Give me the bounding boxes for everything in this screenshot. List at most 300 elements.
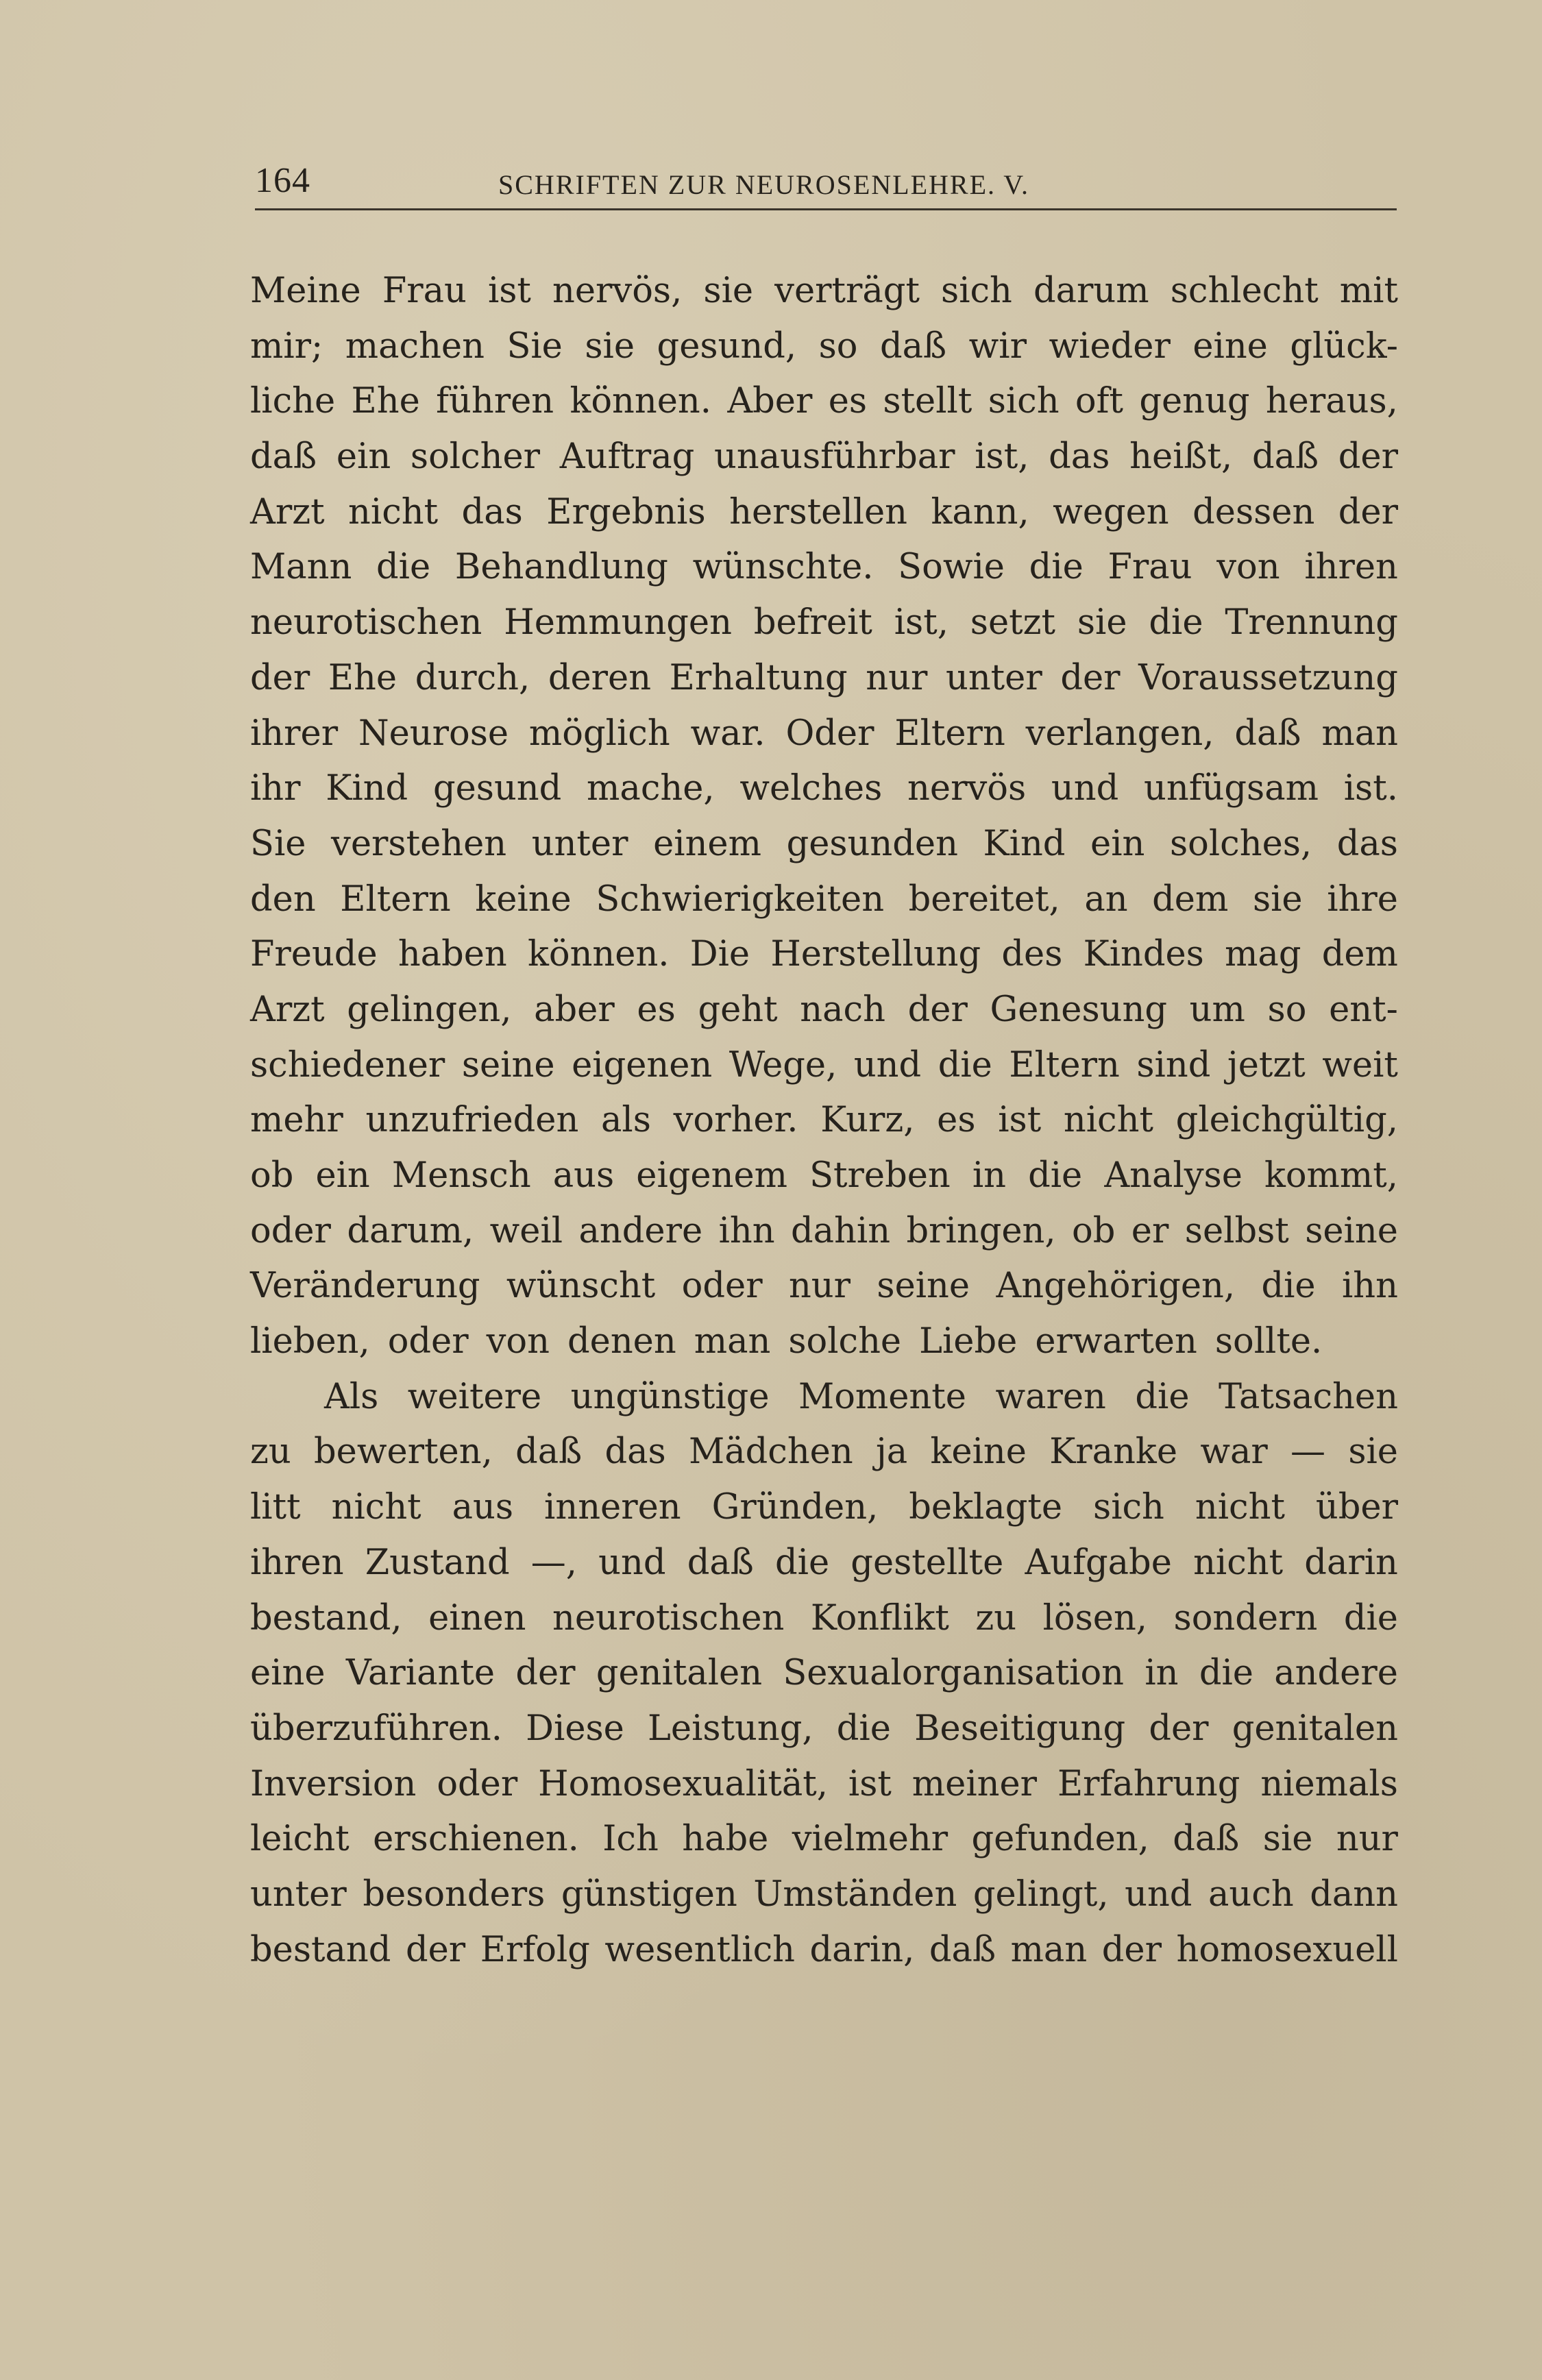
word: führen: [436, 381, 554, 422]
word: gelingen,: [347, 989, 512, 1030]
word: haben: [397, 934, 507, 975]
word: sie: [1252, 879, 1303, 920]
body-text: [250, 264, 1398, 1978]
word: sie: [703, 271, 754, 311]
word: dahin: [791, 1210, 891, 1251]
word: die: [376, 547, 431, 588]
word: ihr: [250, 768, 301, 809]
word: dem: [1321, 934, 1398, 975]
word: daß: [929, 1929, 996, 1970]
word: niemals: [1260, 1763, 1398, 1804]
word: dessen: [1192, 491, 1315, 532]
word: unausführbar: [714, 437, 955, 478]
word: in: [972, 1155, 1007, 1196]
word: war: [1200, 1432, 1268, 1473]
text-line: [250, 485, 1398, 541]
word: unfügsam: [1144, 768, 1319, 809]
word: und: [853, 1044, 922, 1085]
word: lieben,: [250, 1321, 370, 1362]
word: der: [1338, 491, 1398, 532]
word: verlangen,: [1025, 713, 1214, 754]
word: Momente: [798, 1376, 966, 1417]
word: Schwierigkeiten: [596, 879, 885, 920]
word: unzufrieden: [365, 1100, 579, 1141]
text-line: [250, 1425, 1398, 1480]
word: der: [1060, 657, 1121, 698]
word: Eltern: [1009, 1044, 1120, 1085]
word: Variante: [345, 1653, 495, 1694]
word: möglich: [528, 713, 670, 754]
word: die: [938, 1044, 992, 1085]
word: ein: [315, 1155, 370, 1196]
word: Neurose: [358, 713, 509, 754]
word: nicht: [1195, 1487, 1285, 1528]
word: in: [1145, 1653, 1179, 1694]
word: können.: [570, 381, 711, 422]
word: sie: [1077, 602, 1127, 643]
word: Gründen,: [711, 1487, 879, 1528]
text-line: [250, 1204, 1398, 1260]
word: unter: [531, 823, 628, 864]
text-line: [250, 374, 1398, 430]
word: deren: [548, 657, 652, 698]
word: gesund,: [657, 326, 797, 367]
word: Frau: [382, 271, 467, 311]
word: Arzt: [250, 989, 325, 1030]
word: vorher.: [673, 1100, 798, 1141]
word: leicht: [250, 1819, 350, 1860]
word: ihrer: [250, 713, 339, 754]
word: Trennung: [1225, 602, 1398, 643]
word: mag: [1225, 934, 1301, 975]
word: Frau: [1107, 547, 1192, 588]
word: nicht: [1193, 1542, 1284, 1583]
word: weitere: [407, 1376, 542, 1417]
word: über: [1315, 1487, 1398, 1528]
word: eine: [250, 1653, 326, 1694]
text-line: [250, 430, 1398, 485]
word: Umständen: [753, 1874, 957, 1915]
word: daß: [687, 1542, 754, 1583]
word: ist: [998, 1100, 1042, 1141]
text-line: [250, 1314, 1398, 1370]
word: habe: [682, 1819, 769, 1860]
word: dem: [1152, 879, 1229, 920]
word: auch: [1208, 1874, 1294, 1915]
word: der: [1149, 1708, 1209, 1749]
word: daß: [880, 326, 947, 367]
text-line: [250, 927, 1398, 983]
word: nervös: [907, 768, 1027, 809]
word: aus: [452, 1487, 514, 1528]
word: wünscht: [506, 1266, 656, 1307]
word: die: [1149, 602, 1203, 643]
word: neurotischen: [552, 1597, 785, 1639]
word: denen: [567, 1321, 676, 1362]
word: einen: [428, 1597, 526, 1639]
word: die: [1199, 1653, 1253, 1694]
word: wegen: [1053, 491, 1169, 532]
word: nach: [800, 989, 885, 1030]
word: ungünstige: [570, 1376, 770, 1417]
word: ob: [250, 1155, 294, 1196]
word: der: [907, 989, 968, 1030]
word: man: [1010, 1929, 1088, 1970]
word: daß: [250, 437, 317, 478]
word: Kranke: [1049, 1432, 1178, 1473]
word: gesunden: [786, 823, 958, 864]
word: mehr: [250, 1100, 343, 1141]
word: wünschte.: [692, 547, 874, 588]
word: oft: [1075, 381, 1123, 422]
word: mache,: [587, 768, 715, 809]
word: darum,: [347, 1210, 474, 1251]
word: gesund: [432, 768, 562, 809]
word: nur: [1336, 1819, 1398, 1860]
word: die: [1029, 547, 1084, 588]
word: Kind: [326, 768, 408, 809]
word: beklagte: [909, 1487, 1063, 1528]
word: durch,: [415, 657, 530, 698]
word: die: [1135, 1376, 1190, 1417]
word: und: [1051, 768, 1119, 809]
word: ob: [1072, 1210, 1116, 1251]
word: sie: [585, 326, 635, 367]
word: ist,: [975, 437, 1029, 478]
word: Wege,: [729, 1044, 837, 1085]
word: daß: [1251, 437, 1319, 478]
word: Zustand: [365, 1542, 510, 1583]
word: es: [637, 989, 676, 1030]
word: eine: [1192, 326, 1268, 367]
word: das: [1336, 823, 1398, 864]
word: ja: [875, 1432, 908, 1473]
word: das: [604, 1432, 666, 1473]
word: nicht: [1063, 1100, 1153, 1141]
word: Streben: [809, 1155, 951, 1196]
word: einem: [653, 823, 761, 864]
word: erwarten: [1035, 1321, 1197, 1362]
word: den: [250, 879, 316, 920]
word: bewerten,: [314, 1432, 493, 1473]
word: heraus,: [1265, 381, 1398, 422]
word: sich: [1093, 1487, 1164, 1528]
word: litt: [250, 1487, 301, 1528]
word: Beseitigung: [914, 1708, 1126, 1749]
word: gefunden,: [971, 1819, 1149, 1860]
word: Tatsachen: [1218, 1376, 1398, 1417]
text-line: [250, 1038, 1398, 1094]
word: ihren: [250, 1542, 344, 1583]
word: von: [486, 1321, 550, 1362]
word: machen: [345, 326, 485, 367]
word: inneren: [544, 1487, 681, 1528]
word: Freude: [250, 934, 378, 975]
page-number: 164: [255, 161, 310, 200]
text-line: [250, 651, 1398, 707]
word: an: [1084, 879, 1128, 920]
word: genug: [1139, 381, 1250, 422]
word: man: [694, 1321, 771, 1362]
word: schlecht: [1170, 271, 1319, 311]
word: mir;: [250, 326, 323, 367]
word: sich: [988, 381, 1060, 422]
word: nur: [866, 657, 928, 698]
word: keine: [930, 1432, 1027, 1473]
word: Kurz,: [820, 1100, 915, 1141]
text-line: [250, 1757, 1398, 1813]
word: darum: [1033, 271, 1149, 311]
word: verstehen: [331, 823, 507, 864]
word: so: [1267, 989, 1307, 1030]
word: oder: [250, 1210, 331, 1251]
word: bereitet,: [908, 879, 1060, 920]
word: Auftrag: [559, 437, 695, 478]
word: herstellen: [729, 491, 908, 532]
word: wieder: [1049, 326, 1171, 367]
word: mit: [1339, 271, 1398, 311]
text-line: [250, 1480, 1398, 1536]
word: waren: [995, 1376, 1106, 1417]
word: der: [250, 657, 310, 698]
word: der: [1101, 1929, 1162, 1970]
word: sollte.: [1214, 1321, 1323, 1362]
word: sich: [941, 271, 1012, 311]
word: aber: [534, 989, 615, 1030]
word: befreit: [753, 602, 872, 643]
word: darin,: [809, 1929, 915, 1970]
text-line: [250, 1093, 1398, 1149]
text-line: [250, 1867, 1398, 1923]
word: liche: [250, 381, 336, 422]
word: Veränderung: [250, 1266, 480, 1307]
word: heißt,: [1129, 437, 1233, 478]
word: Die: [689, 934, 750, 975]
word: oder: [681, 1266, 763, 1307]
word: selbst: [1184, 1210, 1289, 1251]
word: ihren: [1304, 547, 1398, 588]
word: jetzt: [1227, 1044, 1306, 1085]
word: die: [774, 1542, 830, 1583]
word: können.: [527, 934, 670, 975]
word: gleichgültig,: [1175, 1100, 1398, 1141]
page-header: [255, 159, 1397, 210]
word: besonders: [363, 1874, 546, 1915]
word: die: [1028, 1155, 1083, 1196]
word: genitalen: [596, 1653, 763, 1694]
text-line: [250, 1370, 1398, 1425]
word: bestand: [250, 1929, 391, 1970]
word: als: [601, 1100, 651, 1141]
word: gelingt,: [972, 1874, 1109, 1915]
text-line: [250, 1591, 1398, 1647]
word: der: [1338, 437, 1398, 478]
word: lösen,: [1042, 1597, 1148, 1639]
word: weit: [1322, 1044, 1398, 1085]
word: Meine: [250, 271, 361, 311]
word: welches: [739, 768, 883, 809]
word: Eltern: [340, 879, 451, 920]
word: unter: [250, 1874, 347, 1915]
word: Eltern: [894, 713, 1005, 754]
word: Hemmungen: [504, 602, 732, 643]
word: günstigen: [561, 1874, 737, 1915]
word: von: [1216, 547, 1280, 588]
word: zu: [250, 1432, 291, 1473]
word: dann: [1310, 1874, 1398, 1915]
word: seine: [461, 1044, 555, 1085]
word: ein: [1090, 823, 1145, 864]
word: Ehe: [328, 657, 397, 698]
word: ist: [487, 271, 531, 311]
word: sind: [1136, 1044, 1211, 1085]
word: Angehörigen,: [996, 1266, 1236, 1307]
word: wesentlich: [604, 1929, 795, 1970]
word: daß: [1234, 713, 1301, 754]
word: oder: [437, 1763, 518, 1804]
word: Kindes: [1083, 934, 1204, 975]
word: die: [1261, 1266, 1316, 1307]
text-line: [250, 817, 1398, 872]
word: aus: [552, 1155, 615, 1196]
word: Herstellung: [770, 934, 981, 975]
word: die: [836, 1708, 891, 1749]
word: um: [1189, 989, 1245, 1030]
word: ist.: [1343, 768, 1398, 809]
word: ihn: [1341, 1266, 1398, 1307]
word: Erfolg: [480, 1929, 590, 1970]
text-line: [250, 264, 1398, 319]
word: neurotischen: [250, 602, 482, 643]
word: unter: [945, 657, 1042, 698]
word: ist,: [894, 602, 949, 643]
word: seine: [1305, 1210, 1398, 1251]
word: solches,: [1169, 823, 1312, 864]
word: der: [515, 1653, 576, 1694]
word: Mädchen: [688, 1432, 853, 1473]
word: Liebe: [919, 1321, 1018, 1362]
word: Leistung,: [648, 1708, 813, 1749]
running-title: SCHRIFTEN ZUR NEUROSENLEHRE. V.: [498, 169, 1030, 200]
word: zu: [975, 1597, 1017, 1639]
text-line: [250, 1702, 1398, 1757]
word: das: [1049, 437, 1110, 478]
word: —: [1290, 1432, 1326, 1473]
word: bestand,: [250, 1597, 402, 1639]
word: es: [828, 381, 868, 422]
word: er: [1131, 1210, 1169, 1251]
word: Inversion: [250, 1763, 417, 1804]
word: war.: [690, 713, 766, 754]
word: Kind: [983, 823, 1066, 864]
word: solche: [788, 1321, 902, 1362]
text-line: [250, 1812, 1398, 1867]
word: ist: [848, 1763, 892, 1804]
word: schiedener: [250, 1044, 445, 1085]
word: und: [1125, 1874, 1192, 1915]
word: —,: [530, 1542, 577, 1583]
word: nicht: [348, 491, 439, 532]
word: sondern: [1173, 1597, 1318, 1639]
word: ein: [336, 437, 391, 478]
word: daß: [515, 1432, 583, 1473]
word: es: [937, 1100, 976, 1141]
word: Voraussetzung: [1138, 657, 1398, 698]
text-line: [250, 1536, 1398, 1591]
word: das: [461, 491, 523, 532]
word: Mann: [250, 547, 352, 588]
word: Erhaltung: [669, 657, 848, 698]
word: kommt,: [1264, 1155, 1398, 1196]
word: Als: [324, 1376, 379, 1417]
word: der: [405, 1929, 466, 1970]
word: erschienen.: [373, 1819, 579, 1860]
word: Aufgabe: [1025, 1542, 1172, 1583]
word: keine: [475, 879, 572, 920]
word: eigenem: [636, 1155, 788, 1196]
word: des: [1001, 934, 1063, 975]
word: wir: [968, 326, 1027, 367]
word: weil: [489, 1210, 563, 1251]
word: Erfahrung: [1057, 1763, 1240, 1804]
word: glück-: [1290, 326, 1398, 367]
word: Ergebnis: [546, 491, 706, 532]
word: die: [1343, 1597, 1398, 1639]
word: geht: [698, 989, 778, 1030]
word: ent-: [1329, 989, 1398, 1030]
word: Behandlung: [454, 547, 668, 588]
word: so: [818, 326, 858, 367]
word: kann,: [931, 491, 1029, 532]
word: überzuführen.: [250, 1708, 502, 1749]
text-line: [250, 1923, 1398, 1978]
word: solcher: [410, 437, 541, 478]
word: ihn: [718, 1210, 775, 1251]
word: und: [598, 1542, 666, 1583]
word: Sexualorganisation: [783, 1653, 1125, 1694]
text-line: [250, 872, 1398, 928]
word: oder: [387, 1321, 469, 1362]
word: ihre: [1327, 879, 1398, 920]
word: Ehe: [351, 381, 420, 422]
word: andere: [1274, 1653, 1398, 1694]
word: Diese: [526, 1708, 624, 1749]
word: gestellte: [850, 1542, 1004, 1583]
word: genitalen: [1232, 1708, 1398, 1749]
word: seine: [877, 1266, 970, 1307]
text-line: [250, 983, 1398, 1038]
word: homosexuell: [1176, 1929, 1398, 1970]
word: man: [1321, 713, 1398, 754]
text-line: [250, 1149, 1398, 1204]
word: sie: [1348, 1432, 1398, 1473]
word: Ich: [602, 1819, 659, 1860]
word: daß: [1173, 1819, 1240, 1860]
word: Oder: [785, 713, 874, 754]
text-line: [250, 707, 1398, 762]
text-line: [250, 319, 1398, 375]
word: andere: [578, 1210, 703, 1251]
word: Sie: [506, 326, 563, 367]
word: stellt: [883, 381, 972, 422]
word: nur: [788, 1266, 851, 1307]
text-line: [250, 1259, 1398, 1314]
word: Aber: [727, 381, 813, 422]
word: Arzt: [250, 491, 325, 532]
word: sie: [1262, 1819, 1313, 1860]
word: Mensch: [391, 1155, 531, 1196]
word: darin: [1304, 1542, 1398, 1583]
